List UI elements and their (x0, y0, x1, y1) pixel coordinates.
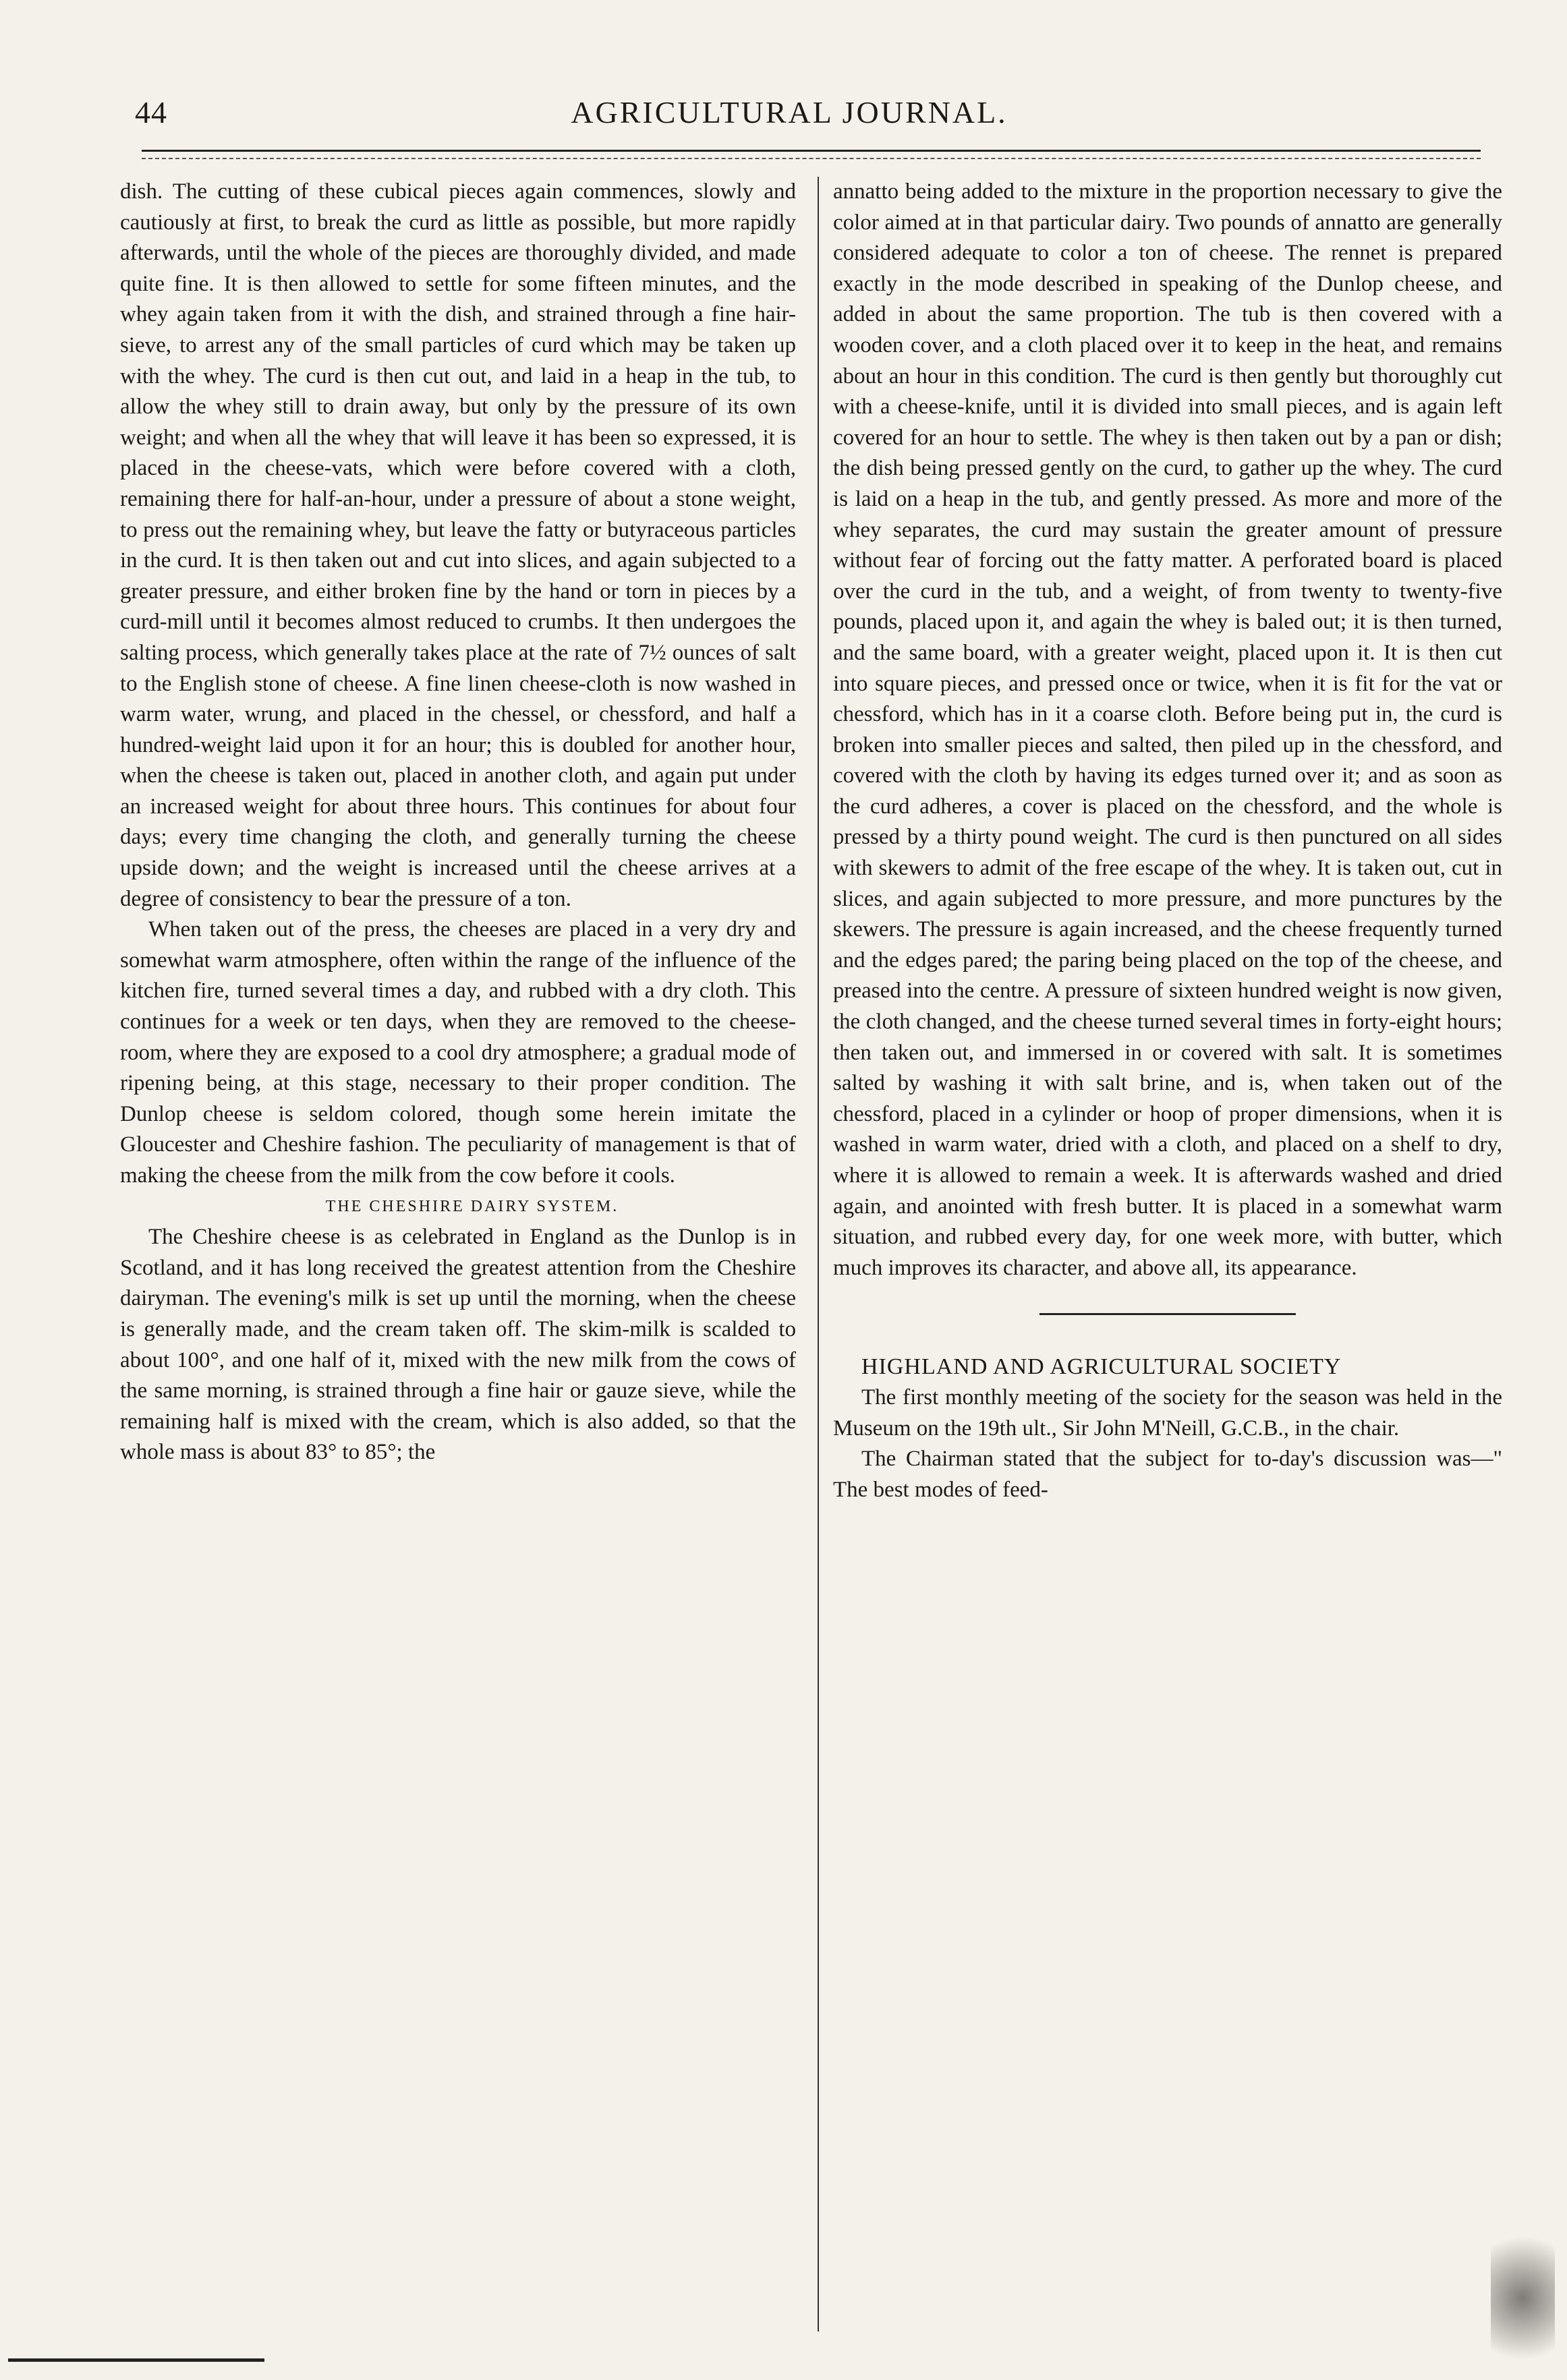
journal-title: AGRICULTURAL JOURNAL. (571, 95, 1008, 129)
paragraph: The Cheshire cheese is as celebrated in England as the Dunlop is in Scotland, and it has long received the greatest attention from the Cheshire dairyman. The evening's milk is set up until the morning, when the cheese is generally made, and the cream taken off. The skim-milk is scalded to about 100°, and one half of it, mixed with the new milk from the cows of the same morning, is strained through a fine hair or gauze sieve, while the remaining half is mixed with the cream, which is also added, so that the whole mass is about 83° to 85°; the (120, 1225, 796, 1465)
ink-stain (1491, 2219, 1555, 2377)
paragraph: annatto being added to the mixture in the proportion necessary to give the color aimed at in that particular dairy. Two pounds of annatto are generally considered adequate to color a ton of cheese. The rennet is prepared exactly in the mode described in speaking of the Dunlop cheese, and added in about the same proportion. The tub is then covered with a wooden cover, and a cloth placed over it to keep in the heat, and remains about an hour in this condition. The curd is then gently but thoroughly cut with a cheese-knife, until it is divided into small pieces, and is again left covered for an hour to settle. The whey is then taken out by a pan or dish; the dish being pressed gently on the curd, to gather up the whey. The curd is laid on a heap in the tub, and gently pressed. As more and more of the whey separates, the curd may sustain the greater amount of pressure without fear of forcing out the fatty matter. A perforated board is placed over the curd in the tub, and a weight, of from twenty to twenty-five pounds, placed upon it, and again the whey is baled out; it is then turned, and the same board, with a greater weight, placed upon it. It is then cut into square pieces, and pressed once or twice, when it is fit for the vat or chessford, which has in it a coarse cloth. Before being put in, the curd is broken into smaller pieces and salted, then piled up in the chessford, and covered with the cloth by having its edges turned over it; and as soon as the curd adheres, a cover is placed on the chessford, and the whole is pressed by a thirty pound weight. The curd is then punctured on all sides with skewers to admit of the free escape of the whey. It is taken out, cut in slices, and again subjected to more pressure, and more punctures by the skewers. The pressure is again increased, and the cheese frequently turned and the edges pared; the paring being placed on the top of the cheese, and preased into the centre. A pressure of sixteen hundred weight is now given, the cloth changed, and the cheese turned several times in forty-eight hours; then taken out, and immersed in or covered with salt. It is sometimes salted by washing it with salt brine, and is, when taken out of the chessford, placed in a cylinder or hoop of proper dimensions, when it is washed in warm water, dried with a cloth, and placed on a shelf to dry, where it is allowed to remain a week. It is afterwards washed and dried again, and anointed with fresh butter. It is placed in a somewhat warm situation, and rubbed every day, for one week more, with butter, which much improves its character, and above all, its appearance. (833, 179, 1502, 1280)
page-number: 44 (135, 95, 167, 129)
header-rule (142, 150, 1481, 152)
footer-rule (8, 2358, 264, 2362)
section-heading: HIGHLAND AND AGRICULTURAL SOCIETY (861, 1354, 1342, 1380)
paragraph: The first monthly meeting of the society for the season was held in the Museum on the 19th ult., Sir John M'Neill, G.C.B., in the chair. (833, 1385, 1502, 1441)
subheading: THE CHESHIRE DAIRY SYSTEM. (325, 1197, 619, 1215)
left-column (120, 177, 796, 1468)
paragraph: dish. The cutting of these cubical pieces again commences, slowly and cautiously at first, to break the curd as little as possible, but more rapidly afterwards, until the whole of the pieces are thoroughly divided, and made quite fine. It is then allowed to settle for some fifteen minutes, and the whey again taken from it with the dish, and strained through a fine hair-sieve, to arrest any of the small particles of curd which may be taken up with the whey. The curd is then cut out, and laid in a heap in the tub, to allow the whey still to drain away, but only by the pressure of its own weight; and when all the whey that will leave it has been so expressed, it is placed in the cheese-vats, which were before covered with a cloth, remaining there for half-an-hour, under a pressure of about a stone weight, to press out the remaining whey, but leave the fatty or butyraceous particles in the curd. It is then taken out and cut into slices, and again subjected to a greater pressure, and either broken fine by the hand or torn in pieces by a curd-mill until it becomes almost reduced to crumbs. It then undergoes the salting process, which generally takes place at the rate of 7½ ounces of salt to the English stone of cheese. A fine linen cheese-cloth is now washed in warm water, wrung, and placed in the chessel, or chessford, and half a hundred-weight laid upon it for an hour; this is doubled for another hour, when the cheese is taken out, placed in another cloth, and again put under an increased weight for about three hours. This continues for about four days; every time changing the cloth, and generally turning the cheese upside down; and the weight is increased until the cheese arrives at a degree of consistency to bear the pressure of a ton. (120, 179, 796, 911)
header-rule-dashed (142, 158, 1481, 159)
right-column (833, 177, 1502, 1505)
column-divider (818, 177, 819, 2331)
page-header (135, 94, 1444, 148)
paragraph: The Chairman stated that the subject for to-day's discussion was—" The best modes of feed- (833, 1447, 1502, 1502)
paragraph: When taken out of the press, the cheeses are placed in a very dry and somewhat warm atmosphere, often within the range of the influence of the kitchen fire, turned several times a day, and rubbed with a dry cloth. This continues for a week or ten days, when they are removed to the cheese-room, where they are exposed to a cool dry atmosphere; a gradual mode of ripening being, at this stage, necessary to their proper condition. The Dunlop cheese is seldom colored, though some herein imitate the Gloucester and Cheshire fashion. The peculiarity of management is that of making the cheese from the milk from the cow before it cools. (120, 917, 796, 1188)
section-divider (1039, 1313, 1296, 1315)
